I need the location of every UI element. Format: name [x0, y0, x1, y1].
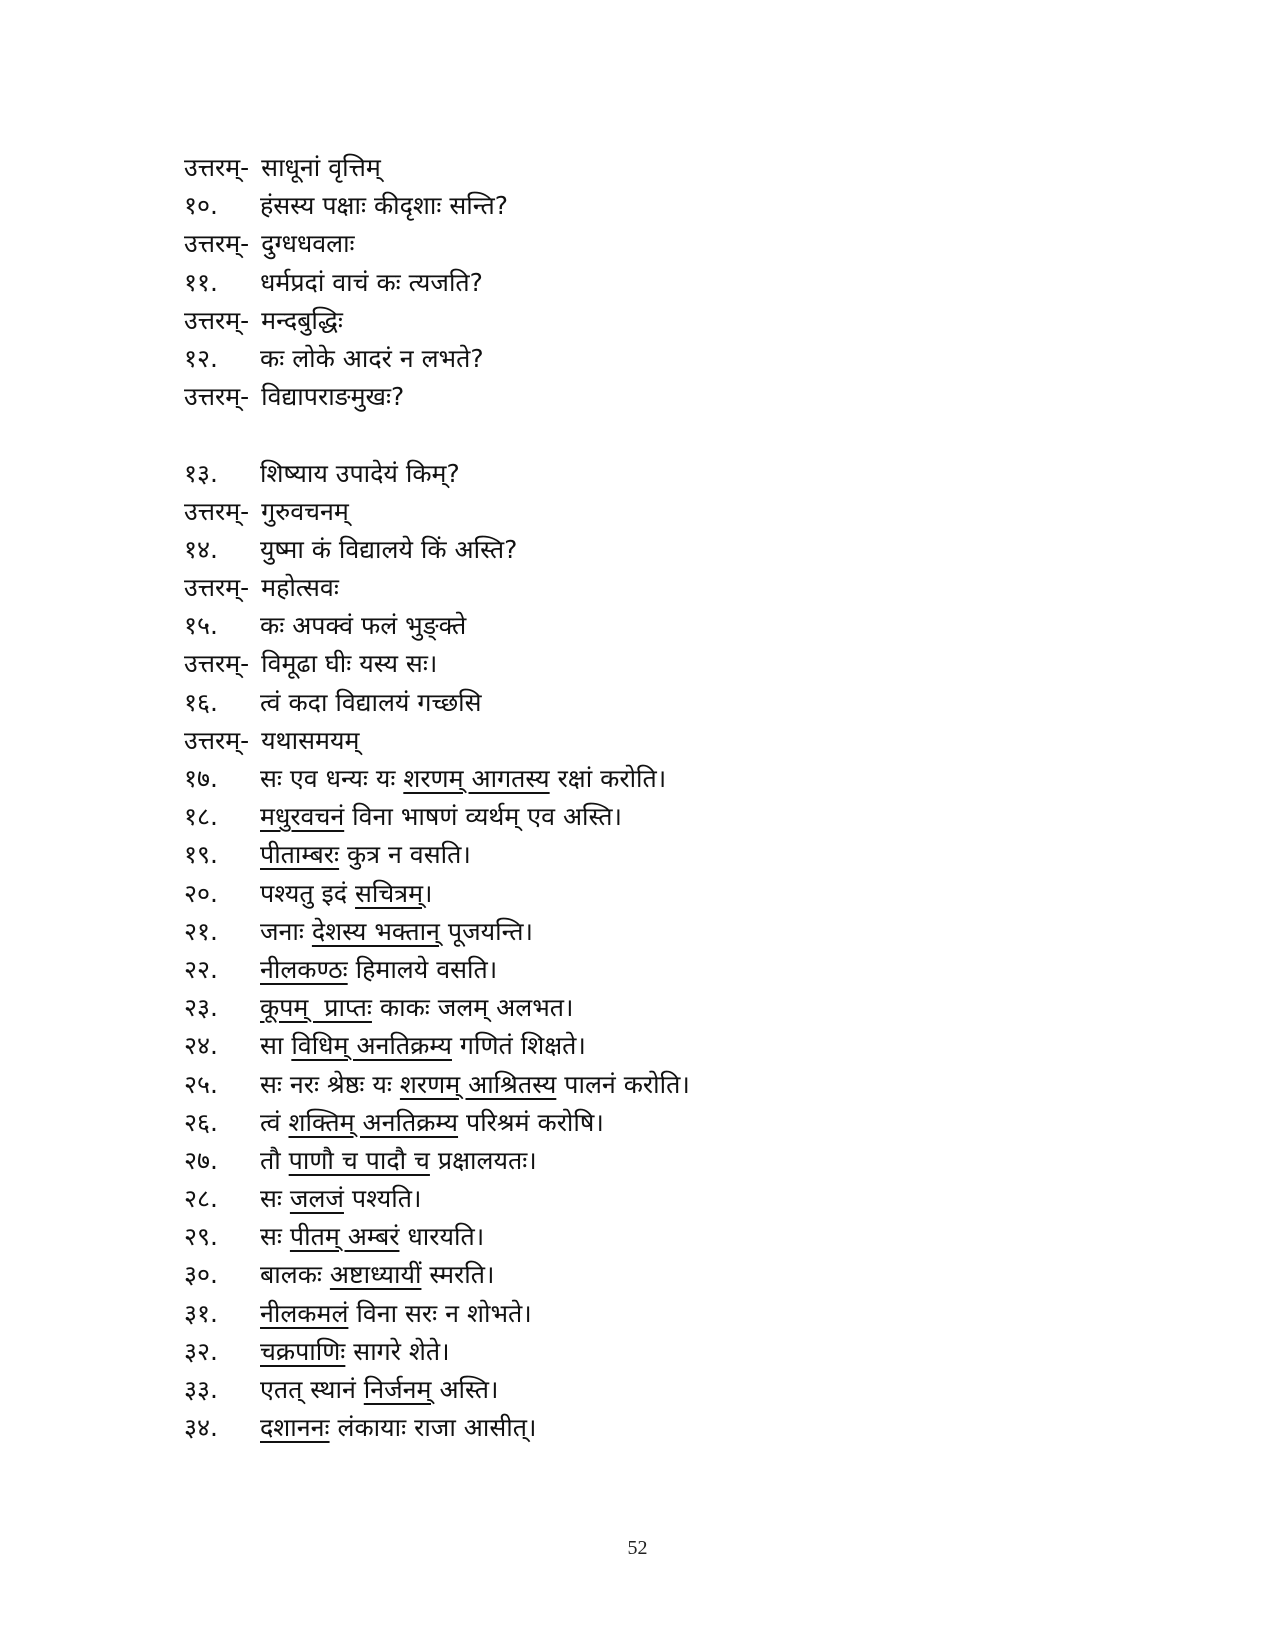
question-number: १४. — [184, 534, 218, 564]
question-line — [184, 989, 1184, 1027]
question-line — [184, 1027, 1184, 1065]
sentence-text — [260, 1180, 421, 1218]
text-segment: त्वं कदा विद्यालयं गच्छसि — [260, 687, 482, 717]
sentence-text — [260, 1295, 532, 1333]
question-line — [184, 1066, 1184, 1104]
text-segment: शिष्याय उपादेयं किम्? — [260, 458, 460, 488]
sentence-text — [260, 607, 466, 645]
question-number: २४. — [184, 1031, 218, 1061]
blank-line — [184, 416, 1184, 454]
text-segment: लंकायाः राजा आसीत्। — [329, 1413, 537, 1443]
question-number: २७. — [184, 1145, 218, 1175]
answer-label: उत्तरम्- — [184, 382, 250, 412]
question-number: १७. — [184, 764, 218, 793]
question-number: १३. — [184, 458, 218, 488]
underlined-phrase: विधिम् अनतिक्रम्य — [291, 1031, 452, 1061]
text-segment: तौ — [260, 1145, 289, 1175]
sentence-text — [260, 875, 433, 913]
sentence-text — [260, 684, 482, 722]
sentence-text — [260, 531, 517, 569]
text-segment: पश्यति। — [343, 1184, 422, 1214]
sentence-text — [260, 187, 508, 225]
sentence-text — [260, 1027, 586, 1065]
question-number: ३३. — [184, 1375, 218, 1404]
text-segment: धर्मप्रदां वाचं कः त्यजति? — [260, 267, 483, 297]
underlined-phrase: मधुरवचनं — [260, 802, 345, 832]
underlined-phrase: दशाननः — [260, 1413, 330, 1443]
text-segment: गणितं शिक्षते। — [451, 1031, 586, 1061]
text-segment: विद्यापराङमुखः? — [261, 382, 405, 412]
underlined-phrase: निर्जनम् — [363, 1375, 432, 1404]
question-number: २२. — [184, 954, 218, 984]
question-number: २०. — [184, 878, 218, 908]
sentence-text — [260, 1256, 495, 1294]
question-line — [184, 455, 1184, 493]
answer-text — [261, 378, 404, 416]
question-line — [184, 1142, 1184, 1180]
question-line — [184, 264, 1184, 302]
question-number: ३२. — [184, 1336, 218, 1366]
page-number: 52 — [627, 1537, 648, 1559]
text-segment: सः एव धन्यः यः — [260, 764, 404, 793]
answer-text — [261, 302, 343, 340]
text-segment: मन्दबुद्धिः — [261, 305, 343, 335]
underlined-phrase: जलजं — [289, 1184, 344, 1214]
question-line — [184, 187, 1184, 225]
text-segment: पश्यतु इदं — [260, 878, 356, 908]
answer-line — [184, 569, 1184, 607]
question-number: २९. — [184, 1222, 218, 1252]
text-segment: सः — [260, 1184, 290, 1214]
sentence-text — [260, 1409, 536, 1447]
question-number: २१. — [184, 916, 218, 946]
answer-text — [261, 493, 349, 531]
sentence-text — [260, 1371, 499, 1409]
question-line — [184, 1333, 1184, 1371]
question-line — [184, 1256, 1184, 1294]
sentence-text — [260, 264, 483, 302]
text-segment: प्रक्षालयतः। — [429, 1145, 537, 1175]
answer-line — [184, 722, 1184, 760]
question-number: २३. — [184, 993, 218, 1023]
question-line — [184, 913, 1184, 951]
question-line — [184, 1409, 1184, 1447]
text-segment: कुत्र न वसति। — [339, 840, 471, 870]
text-segment: कः लोके आदरं न लभते? — [260, 343, 484, 373]
text-segment: । — [423, 878, 433, 908]
text-segment: पूजयन्ति। — [439, 916, 534, 946]
underlined-phrase: शक्तिम् अनतिक्रम्य — [288, 1107, 459, 1137]
underlined-phrase: पीतम् अम्बरं — [289, 1222, 400, 1252]
text-segment: दुग्धधवलाः — [261, 229, 355, 259]
answer-line — [184, 493, 1184, 531]
sentence-text — [260, 798, 622, 836]
answer-text — [261, 722, 359, 760]
sentence-text — [260, 1104, 604, 1142]
answer-text — [261, 645, 437, 683]
text-segment: अस्ति। — [431, 1375, 499, 1404]
text-segment: परिश्रमं करोषि। — [458, 1107, 604, 1137]
answer-line — [184, 645, 1184, 683]
underlined-phrase: सचित्रम् — [355, 878, 424, 908]
question-number: ३४. — [184, 1413, 218, 1443]
text-segment: यथासमयम् — [261, 725, 360, 755]
text-segment: रक्षां करोति। — [549, 764, 667, 793]
sentence-text — [260, 836, 471, 874]
underlined-phrase: पाणौ च पादौ च — [288, 1145, 430, 1175]
underlined-phrase: कूपम् प्राप्तः — [260, 993, 372, 1023]
question-number: १५. — [184, 611, 218, 641]
text-segment: त्वं — [260, 1107, 289, 1137]
text-segment: धारयति। — [399, 1222, 485, 1252]
text-segment: महोत्सवः — [261, 573, 339, 603]
sentence-text — [260, 1218, 484, 1256]
answer-label: उत्तरम्- — [184, 649, 250, 679]
question-number: ३१. — [184, 1298, 218, 1328]
text-segment: एतत् स्थानं — [260, 1375, 364, 1404]
question-number: ११. — [184, 267, 218, 297]
sentence-text — [260, 989, 574, 1027]
underlined-phrase: पीताम्बरः — [260, 840, 340, 870]
sentence-text — [260, 913, 533, 951]
question-number: १९. — [184, 840, 218, 870]
text-segment: सः — [260, 1222, 290, 1252]
question-number: १६. — [184, 687, 218, 717]
underlined-phrase: नीलकण्ठः — [260, 954, 348, 984]
answer-line — [184, 225, 1184, 263]
answer-label: उत्तरम्- — [184, 305, 250, 335]
text-segment: हिमालये वसति। — [347, 954, 498, 984]
question-line — [184, 760, 1184, 798]
text-segment: हंसस्य पक्षाः कीदृशाः सन्ति? — [260, 191, 508, 221]
text-segment: साधूनां वृत्तिम् — [261, 153, 381, 182]
text-segment: सः नरः श्रेष्ठः यः — [260, 1069, 400, 1099]
question-number: १८. — [184, 802, 218, 832]
question-line — [184, 836, 1184, 874]
question-line — [184, 875, 1184, 913]
question-number: २५. — [184, 1069, 218, 1099]
text-segment: विमूढा घीः यस्य सः। — [261, 649, 438, 679]
answer-text — [261, 225, 354, 263]
question-line — [184, 1180, 1184, 1218]
text-segment: कः अपक्वं फलं भुङ्क्ते — [260, 611, 467, 641]
question-line — [184, 607, 1184, 645]
question-number: २८. — [184, 1184, 218, 1214]
sentence-text — [260, 951, 497, 989]
sentence-text — [260, 1333, 450, 1371]
question-line — [184, 1104, 1184, 1142]
question-line — [184, 1295, 1184, 1333]
answer-label: उत्तरम्- — [184, 725, 250, 755]
text-segment: स्मरति। — [421, 1260, 495, 1290]
sentence-text — [260, 455, 460, 493]
question-number: १०. — [184, 191, 218, 221]
text-segment: विना सरः न शोभते। — [348, 1298, 532, 1328]
answer-text — [261, 149, 381, 187]
sentence-text — [260, 1066, 690, 1104]
answer-label: उत्तरम्- — [184, 153, 250, 182]
answer-label: उत्तरम्- — [184, 573, 250, 603]
sentence-text — [260, 340, 484, 378]
question-line — [184, 1218, 1184, 1256]
text-segment: सा — [260, 1031, 292, 1061]
underlined-phrase: चक्रपाणिः — [260, 1336, 346, 1366]
text-segment: गुरुवचनम् — [261, 496, 349, 526]
text-segment: युष्मा कं विद्यालये किं अस्ति? — [260, 534, 518, 564]
text-segment: सागरे शेते। — [345, 1336, 450, 1366]
question-line — [184, 1371, 1184, 1409]
answer-line — [184, 302, 1184, 340]
sentence-text — [260, 1142, 537, 1180]
sentence-text — [260, 760, 666, 798]
answer-label: उत्तरम्- — [184, 496, 250, 526]
question-line — [184, 684, 1184, 722]
question-line — [184, 340, 1184, 378]
question-line — [184, 531, 1184, 569]
text-segment: विना भाषणं व्यर्थम् एव अस्ति। — [344, 802, 622, 832]
question-number: २६. — [184, 1107, 218, 1137]
question-number: ३०. — [184, 1260, 218, 1290]
answer-line — [184, 149, 1184, 187]
text-segment: पालनं करोति। — [556, 1069, 690, 1099]
underlined-phrase: शरणम् आश्रितस्य — [399, 1069, 557, 1099]
question-line — [184, 951, 1184, 989]
answer-label: उत्तरम्- — [184, 229, 250, 259]
text-segment: काकः जलम् अलभत। — [371, 993, 574, 1023]
underlined-phrase: शरणम् आगतस्य — [403, 764, 550, 793]
question-answer-list — [184, 149, 1184, 1447]
text-segment: जनाः — [260, 916, 312, 946]
text-segment: बालकः — [260, 1260, 330, 1290]
answer-text — [261, 569, 339, 607]
answer-line — [184, 378, 1184, 416]
question-line — [184, 798, 1184, 836]
underlined-phrase: नीलकमलं — [260, 1298, 349, 1328]
underlined-phrase: देशस्य भक्तान् — [311, 916, 440, 946]
question-number: १२. — [184, 343, 218, 373]
underlined-phrase: अष्टाध्यायीं — [329, 1260, 422, 1290]
